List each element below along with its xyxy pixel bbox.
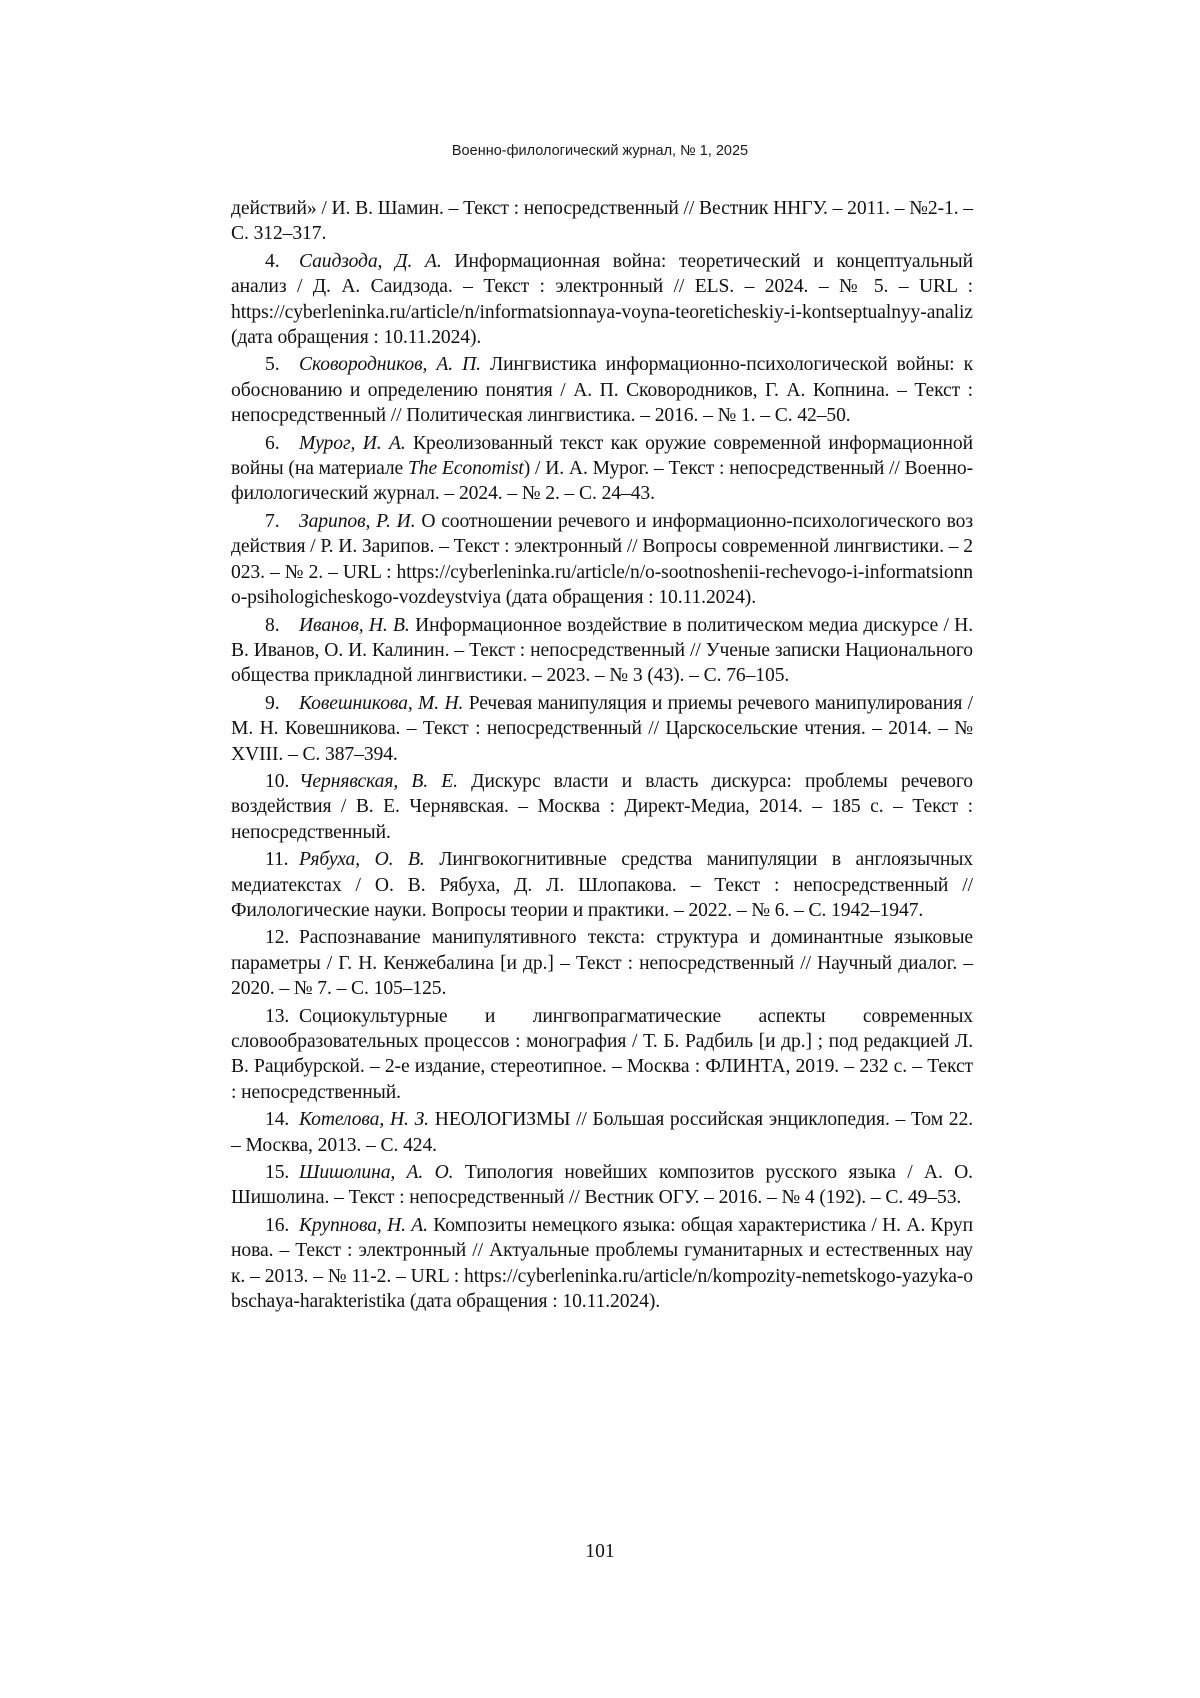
reference-item-6 [231,431,973,507]
reference-number: 16. [265,1214,290,1236]
reference-item-8 [231,613,973,689]
reference-item-7 [231,509,973,611]
reference-author: Крупнова, Н. А. [299,1214,428,1236]
reference-italic-title: The Economist [407,458,524,480]
reference-text: НЕОЛОГИЗМЫ // Большая российская энциклопедия. – Том 22. – Москва, 2013. – С. 424. [231,1109,973,1156]
reference-number: 11. [265,849,289,871]
reference-author: Чернявская, В. Е. [299,770,458,792]
reference-number: 10. [265,770,290,792]
reference-item-4 [231,249,973,351]
reference-list [231,196,973,1316]
reference-author: Саидзода, Д. А. [299,250,442,272]
page-number: 101 [585,1541,615,1562]
reference-item-11 [231,847,973,923]
reference-number: 12. [265,927,290,949]
reference-text: Лингвокогнитивные средства манипуляции в англоязычных медиатекстах / О. В. Рябуха, Д. Л. Шлопакова. – Текст : непосредственный // Филологические науки. Вопросы теории и практики. – 2022. – № 6. – С. 1942–1947. [231,849,973,921]
reference-text: Информационная война: теоретический и концептуальный анализ / Д. А. Саидзода. – Текст : электронный // ELS. – 2024. – № 5. – URL : https://cyberleninka.ru/article/n/informatsionnaya-voyna-teoreticheskiy-i-kontseptualnyy-analiz (дата обращения : 10.11.2024). [231,250,973,349]
reference-item-13 [231,1004,973,1106]
journal-header: Военно-филологический журнал, № 1, 2025 [451,143,749,159]
reference-text: Информационное воздействие в политическом медиа дискурсе / Н. В. Иванов, О. И. Калинин. – Текст : непосредственный // Ученые записки Национального общества прикладной лингвистики. – 2023. – № 3 (43). – С. 76–105. [231,614,974,687]
reference-continuation: действий» / И. В. Шамин. – Текст : непосредственный // Вестник ННГУ. – 2011. – №2-1. – С. 312–317. [231,198,973,245]
reference-text-pre: Креолизованный текст как оружие современной информационной войны (на материале [231,432,973,480]
reference-number: 14. [265,1109,290,1131]
reference-author: Мурог, И. А. [299,432,406,454]
reference-author: Котелова, Н. З. [299,1109,429,1131]
reference-number: 15. [265,1162,290,1184]
reference-item-14 [231,1107,973,1158]
reference-text: Лингвистика информационно-психологической войны: к обоснованию и определению понятия / А. П. Сковородников, Г. А. Копнина. – Текст : непосредственный // Политическая лингвистика. – 2016. – № 1. – С. 42–50. [231,354,973,427]
reference-number: 9. [265,692,280,714]
reference-author: Рябуха, О. В. [299,849,425,871]
reference-text: Распознавание манипулятивного текста: структура и доминантные языковые параметры / Г. Н. Кенжебалина [и др.] – Текст : непосредственный // Научный диалог. – 2020. – № 7. – С. 105–125. [231,927,973,1000]
reference-text: Социокультурные и лингвопрагматические аспекты современных словообразовательных процессов : монография / Т. Б. Радбиль [и др.] ; под редакцией Л. В. Рацибурской. – 2-е издание, стереотипное. – Москва : ФЛИНТА, 2019. – 232 с. – Текст : непосредственный. [231,1005,973,1103]
reference-item-16 [231,1213,973,1315]
reference-number: 4. [265,250,280,272]
reference-number: 5. [265,354,280,376]
reference-text: Типология новейших композитов русского языка / А. О. Шишолина. – Текст : непосредственный // Вестник ОГУ. – 2016. – № 4 (192). – С. 49–53. [231,1162,973,1209]
reference-number: 6. [265,432,280,454]
reference-author: Ковешникова, М. Н. [299,692,464,714]
reference-text: Речевая манипуляция и приемы речевого манипулирования / М. Н. Ковешникова. – Текст : непосредственный // Царскосельские чтения. – 2014. – № XVIII. – С. 387–394. [231,692,974,765]
reference-item-9 [231,691,973,767]
reference-number: 8. [265,614,280,636]
reference-number: 7. [265,510,280,532]
reference-author: Иванов, Н. В. [299,614,410,636]
reference-number: 13. [265,1005,290,1027]
reference-text: Дискурс власти и власть дискурса: проблемы речевого воздействия / В. Е. Чернявская. – Москва : Директ-Медиа, 2014. – 185 с. – Текст : непосредственный. [231,770,973,843]
reference-text: Композиты немецкого языка: общая характеристика / Н. А. Крупнова. – Текст : электронный // Актуальные проблемы гуманитарных и естественных наук. – 2013. – № 11-2. – URL : https://cyberleninka.ru/article/n/kompozity-nemetskogo-yazyka-obschaya-harakteristika (дата обращения : 10.11.2024). [231,1214,973,1313]
reference-item-10 [231,769,973,845]
reference-text: О соотношении речевого и информационно-психологического воздействия / Р. И. Зарипов. – Текст : электронный // Вопросы современной лингвистики. – 2023. – № 2. – URL : https://cyberleninka.ru/article/n/o-sootnoshenii-rechevogo-i-informatsionno-psihologicheskogo-vozdeystviya (дата обращения : 10.11.2024). [231,510,973,609]
reference-item-5 [231,352,973,428]
reference-item-15 [231,1160,973,1211]
reference-author: Сковородников, А. П. [299,354,481,376]
reference-author: Зарипов, Р. И. [299,510,416,532]
reference-author: Шишолина, А. О. [299,1162,454,1184]
reference-text: ) / И. А. Мурог. – Текст : непосредственный // Военно-филологический журнал. – 2024. – № 2. – С. 24–43. [231,458,973,505]
reference-item-12 [231,925,973,1001]
